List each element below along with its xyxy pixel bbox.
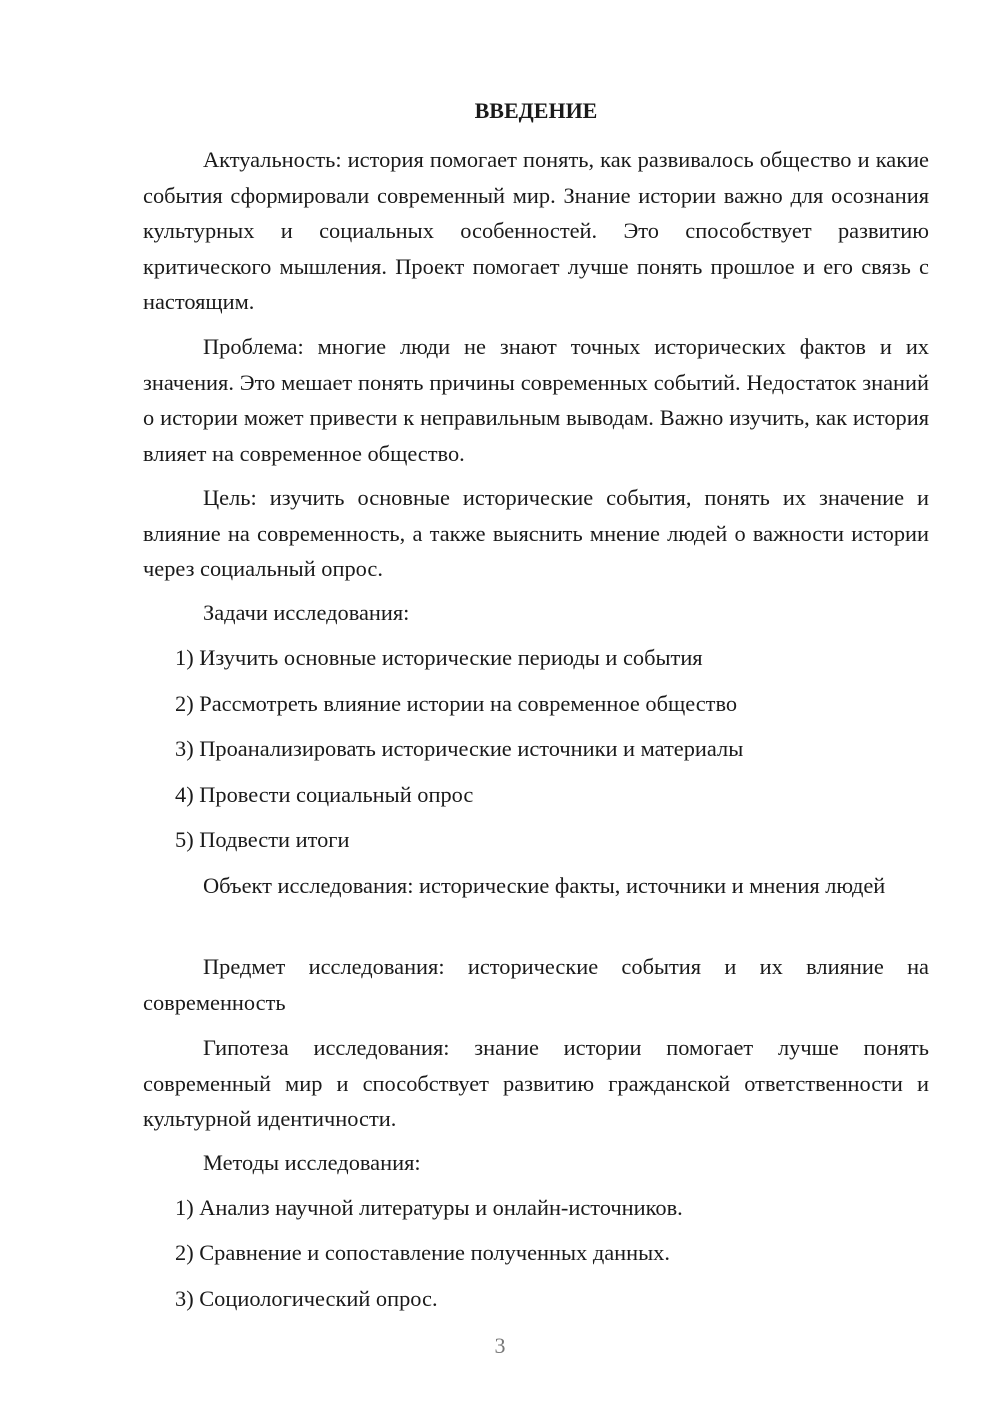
subject-paragraph: Предмет исследования: исторические события и их влияние на современность <box>143 954 929 1015</box>
problem-paragraph: Проблема: многие люди не знают точных исторических фактов и их значения. Это мешает понять причины современных событий. Недостаток знаний о истории может привести к неправильным выводам. Важно изучить, как история влияет на современное общество. <box>143 334 929 466</box>
task-item: 2) Рассмотреть влияние истории на современное общество <box>175 691 738 716</box>
object-paragraph: Объект исследования: исторические факты, источники и мнения людей <box>203 873 886 898</box>
task-item: 4) Провести социальный опрос <box>175 782 474 807</box>
task-item: 3) Проанализировать исторические источники и материалы <box>175 736 744 761</box>
methods-label: Методы исследования: <box>203 1150 421 1175</box>
task-item: 1) Изучить основные исторические периоды и события <box>175 645 703 670</box>
goal-paragraph: Цель: изучить основные исторические события, понять их значение и влияние на современность, а также выяснить мнение людей о важности истории через социальный опрос. <box>143 485 929 581</box>
method-item: 2) Сравнение и сопоставление полученных данных. <box>175 1240 670 1265</box>
method-item: 1) Анализ научной литературы и онлайн-источников. <box>175 1195 683 1220</box>
method-item: 3) Социологический опрос. <box>175 1286 438 1311</box>
hypothesis-paragraph: Гипотеза исследования: знание истории помогает лучше понять современный мир и способствует развитию гражданской ответственности и культурной идентичности. <box>143 1035 929 1131</box>
page-number: 3 <box>494 1333 506 1358</box>
relevance-paragraph: Актуальность: история помогает понять, как развивалось общество и какие события сформировали современный мир. Знание истории важно для осознания культурных и социальных особенностей. Это способствует развитию критического мышления. Проект помогает лучше понять прошлое и его связь с настоящим. <box>143 147 929 314</box>
task-item: 5) Подвести итоги <box>175 827 350 852</box>
section-heading: ВВЕДЕНИЕ <box>474 98 598 123</box>
tasks-label: Задачи исследования: <box>203 600 410 625</box>
